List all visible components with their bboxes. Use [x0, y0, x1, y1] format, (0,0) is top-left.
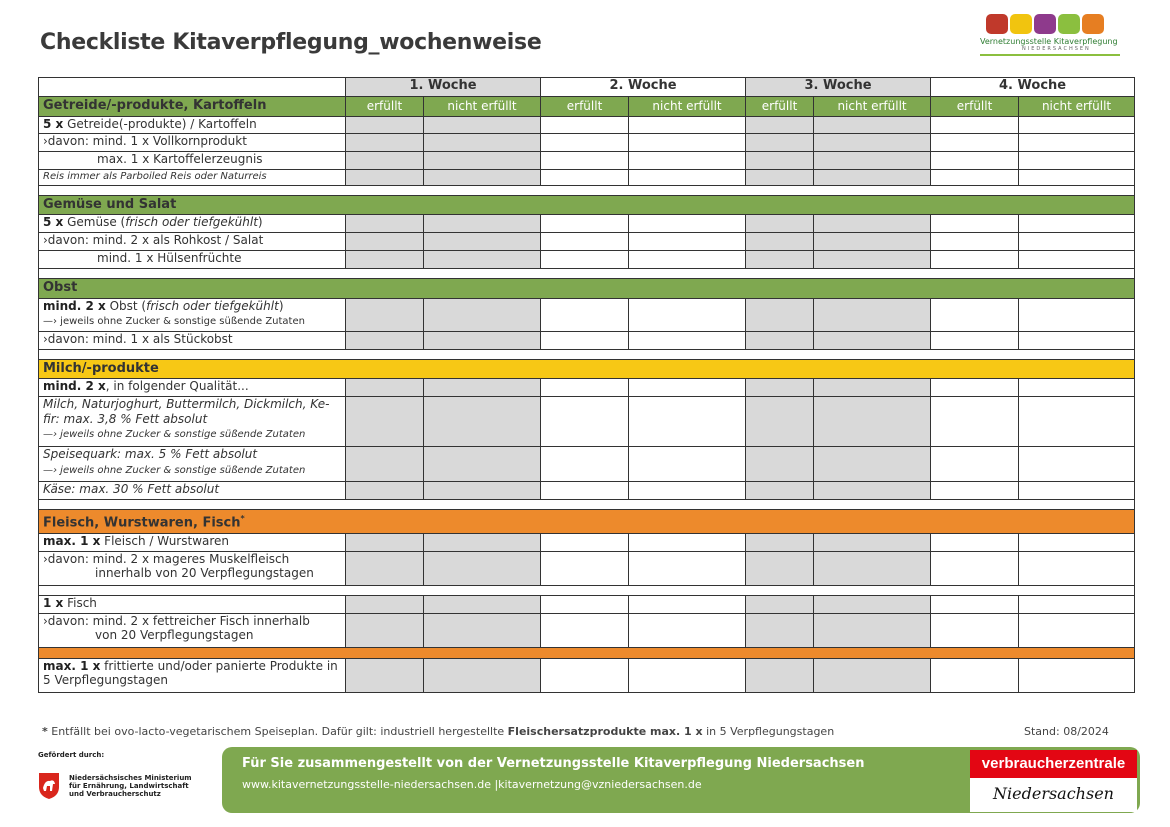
ministry-name: Niedersächsisches Ministerium für Ernährung, Landwirtschaft und Verbraucherschutz: [69, 774, 192, 798]
week-1-not-met-cell[interactable]: [424, 251, 541, 269]
week-4-not-met-cell[interactable]: [1019, 397, 1135, 447]
week-1-not-met-cell[interactable]: [424, 482, 541, 500]
week-1-met-cell[interactable]: [346, 331, 424, 349]
week-4-not-met-cell[interactable]: [1019, 151, 1135, 169]
week-2-met-cell[interactable]: [541, 251, 629, 269]
week-2-header: 2. Woche: [541, 78, 746, 97]
week-2-not-met-cell[interactable]: [629, 233, 746, 251]
corner-cell: [39, 78, 346, 97]
category-grain: Getreide/-produkte, Kartoffeln: [39, 97, 346, 117]
week-4-not-met-cell[interactable]: [1019, 133, 1135, 151]
logo-tile-icon: [1058, 14, 1080, 34]
week-2-met-cell[interactable]: [541, 298, 629, 331]
week-1-met-cell[interactable]: [346, 151, 424, 169]
week-4-not-met-cell[interactable]: [1019, 379, 1135, 397]
week-4-met-cell[interactable]: [931, 551, 1019, 585]
row-label: ›davon: mind. 2 x als Rohkost / Salat: [39, 233, 346, 251]
week-3-not-met-cell[interactable]: [814, 379, 931, 397]
week-1-not-met-cell[interactable]: [424, 447, 541, 482]
week-1-not-met-cell[interactable]: [424, 397, 541, 447]
verbraucherzentrale-logo: [970, 750, 1137, 812]
week-2-not-met-cell[interactable]: [629, 169, 746, 185]
logo-tile-icon: [1034, 14, 1056, 34]
week-1-met-cell[interactable]: [346, 533, 424, 551]
footnote: * Entfällt bei ovo-lacto-vegetarischem Speiseplan. Dafür gilt: industriell hergestellte Fleischersatzprodukte max. 1 x in 5 Verpflegungstagen: [42, 725, 835, 738]
week-3-met-cell[interactable]: [746, 613, 814, 647]
week-1-met-cell[interactable]: [346, 298, 424, 331]
week-3-not-met-cell[interactable]: [814, 233, 931, 251]
vz-logo-bottom: Niedersachsen: [993, 784, 1114, 803]
page-title: Checkliste Kitaverpflegung_wochenweise: [40, 30, 542, 55]
week-3-not-met-cell[interactable]: [814, 169, 931, 185]
week-3-not-met-cell[interactable]: [814, 251, 931, 269]
row-label: 1 x Fisch: [39, 595, 346, 613]
week-1-not-met-cell[interactable]: [424, 116, 541, 133]
week-2-met-cell[interactable]: [541, 447, 629, 482]
week-1-met-cell[interactable]: [346, 233, 424, 251]
row-label: 5 x Getreide(-produkte) / Kartoffeln: [39, 116, 346, 133]
week-3-not-met-cell[interactable]: [814, 331, 931, 349]
col-not-met: nicht erfüllt: [424, 97, 541, 117]
week-4-not-met-cell[interactable]: [1019, 215, 1135, 233]
row-label: Reis immer als Parboiled Reis oder Naturreis: [39, 169, 346, 185]
week-4-not-met-cell[interactable]: [1019, 116, 1135, 133]
week-3-met-cell[interactable]: [746, 595, 814, 613]
week-2-not-met-cell[interactable]: [629, 482, 746, 500]
week-2-met-cell[interactable]: [541, 533, 629, 551]
vernetzungsstelle-logo: [980, 14, 1130, 72]
week-2-not-met-cell[interactable]: [629, 379, 746, 397]
week-3-met-cell[interactable]: [746, 379, 814, 397]
week-4-met-cell[interactable]: [931, 233, 1019, 251]
week-2-met-cell[interactable]: [541, 169, 629, 185]
banner-contact: www.kitavernetzungsstelle-niedersachsen.de |kitavernetzung@vzniedersachsen.de: [242, 778, 702, 791]
week-1-not-met-cell[interactable]: [424, 595, 541, 613]
col-met: erfüllt: [541, 97, 629, 117]
week-1-met-cell[interactable]: [346, 595, 424, 613]
category-meat: Fleisch, Wurstwaren, Fisch*: [39, 510, 1135, 534]
checklist-table: [38, 77, 1135, 693]
week-2-not-met-cell[interactable]: [629, 298, 746, 331]
week-4-not-met-cell[interactable]: [1019, 533, 1135, 551]
week-1-not-met-cell[interactable]: [424, 215, 541, 233]
week-2-met-cell[interactable]: [541, 397, 629, 447]
row-label: ›davon: mind. 1 x Vollkornprodukt: [39, 133, 346, 151]
category-fruit: Obst: [39, 279, 1135, 299]
logo-tile-icon: [986, 14, 1008, 34]
week-1-header: 1. Woche: [346, 78, 541, 97]
week-2-not-met-cell[interactable]: [629, 133, 746, 151]
row-label: mind. 2 x, in folgender Qualität...: [39, 379, 346, 397]
category-vegetables: Gemüse und Salat: [39, 195, 1135, 215]
week-2-not-met-cell[interactable]: [629, 397, 746, 447]
week-1-met-cell[interactable]: [346, 447, 424, 482]
week-2-met-cell[interactable]: [541, 595, 629, 613]
week-1-met-cell[interactable]: [346, 658, 424, 692]
week-1-met-cell[interactable]: [346, 116, 424, 133]
week-3-met-cell[interactable]: [746, 169, 814, 185]
week-2-met-cell[interactable]: [541, 151, 629, 169]
week-2-not-met-cell[interactable]: [629, 116, 746, 133]
row-label: Käse: max. 30 % Fett absolut: [39, 482, 346, 500]
week-4-met-cell[interactable]: [931, 397, 1019, 447]
week-4-not-met-cell[interactable]: [1019, 447, 1135, 482]
week-4-met-cell[interactable]: [931, 251, 1019, 269]
week-4-not-met-cell[interactable]: [1019, 658, 1135, 692]
week-3-met-cell[interactable]: [746, 215, 814, 233]
week-1-not-met-cell[interactable]: [424, 551, 541, 585]
week-3-met-cell[interactable]: [746, 331, 814, 349]
week-3-not-met-cell[interactable]: [814, 116, 931, 133]
week-4-not-met-cell[interactable]: [1019, 298, 1135, 331]
week-3-not-met-cell[interactable]: [814, 215, 931, 233]
week-1-met-cell[interactable]: [346, 397, 424, 447]
week-1-not-met-cell[interactable]: [424, 169, 541, 185]
week-1-met-cell[interactable]: [346, 379, 424, 397]
week-1-met-cell[interactable]: [346, 215, 424, 233]
col-met: erfüllt: [346, 97, 424, 117]
week-2-not-met-cell[interactable]: [629, 215, 746, 233]
week-3-not-met-cell[interactable]: [814, 447, 931, 482]
week-2-not-met-cell[interactable]: [629, 595, 746, 613]
week-1-not-met-cell[interactable]: [424, 233, 541, 251]
logo-tile-icon: [1010, 14, 1032, 34]
week-3-not-met-cell[interactable]: [814, 133, 931, 151]
week-1-met-cell[interactable]: [346, 251, 424, 269]
week-2-met-cell[interactable]: [541, 331, 629, 349]
banner-heading: Für Sie zusammengestellt von der Vernetzungsstelle Kitaverpflegung Niedersachsen: [242, 756, 865, 771]
week-4-met-cell[interactable]: [931, 215, 1019, 233]
week-3-not-met-cell[interactable]: [814, 613, 931, 647]
week-3-met-cell[interactable]: [746, 133, 814, 151]
week-2-not-met-cell[interactable]: [629, 151, 746, 169]
row-label: max. 1 x frittierte und/oder panierte Produkte in 5 Verpflegungstagen: [39, 658, 346, 692]
vz-logo-top: verbraucherzentrale: [970, 750, 1137, 778]
row-label: Milch, Naturjoghurt, Buttermilch, Dickmilch, Ke-fir: max. 3,8 % Fett absolut —› jeweils ohne Zucker & sonstige süßende Zutaten: [39, 397, 346, 447]
week-3-not-met-cell[interactable]: [814, 151, 931, 169]
week-4-not-met-cell[interactable]: [1019, 169, 1135, 185]
week-1-not-met-cell[interactable]: [424, 133, 541, 151]
week-4-met-cell[interactable]: [931, 331, 1019, 349]
week-1-not-met-cell[interactable]: [424, 151, 541, 169]
week-3-met-cell[interactable]: [746, 116, 814, 133]
row-label: 5 x Gemüse (frisch oder tiefgekühlt): [39, 215, 346, 233]
row-label: ›davon: mind. 2 x fettreicher Fisch innerhalb von 20 Verpflegungstagen: [39, 613, 346, 647]
week-3-not-met-cell[interactable]: [814, 482, 931, 500]
week-4-met-cell[interactable]: [931, 379, 1019, 397]
week-3-met-cell[interactable]: [746, 533, 814, 551]
logo-tile-icon: [1082, 14, 1104, 34]
week-3-not-met-cell[interactable]: [814, 397, 931, 447]
week-4-met-cell[interactable]: [931, 298, 1019, 331]
week-4-met-cell[interactable]: [931, 482, 1019, 500]
week-2-not-met-cell[interactable]: [629, 533, 746, 551]
week-4-met-cell[interactable]: [931, 116, 1019, 133]
week-4-not-met-cell[interactable]: [1019, 613, 1135, 647]
row-label: max. 1 x Fleisch / Wurstwaren: [39, 533, 346, 551]
logo-underline: [980, 54, 1120, 56]
week-4-not-met-cell[interactable]: [1019, 233, 1135, 251]
week-1-met-cell[interactable]: [346, 613, 424, 647]
row-label: ›davon: mind. 2 x mageres Muskelfleisch innerhalb von 20 Verpflegungstagen: [39, 551, 346, 585]
week-3-met-cell[interactable]: [746, 251, 814, 269]
col-not-met: nicht erfüllt: [1019, 97, 1135, 117]
week-4-met-cell[interactable]: [931, 447, 1019, 482]
logo-caption: Vernetzungsstelle Kitaverpflegung: [980, 37, 1118, 46]
week-3-met-cell[interactable]: [746, 233, 814, 251]
week-3-met-cell[interactable]: [746, 151, 814, 169]
week-3-met-cell[interactable]: [746, 397, 814, 447]
week-3-met-cell[interactable]: [746, 482, 814, 500]
category-dairy: Milch/-produkte: [39, 359, 1135, 379]
week-2-met-cell[interactable]: [541, 233, 629, 251]
week-3-met-cell[interactable]: [746, 551, 814, 585]
logo-subcaption: NIEDERSACHSEN: [1022, 46, 1091, 52]
col-not-met: nicht erfüllt: [629, 97, 746, 117]
week-2-not-met-cell[interactable]: [629, 613, 746, 647]
week-2-not-met-cell[interactable]: [629, 551, 746, 585]
week-2-met-cell[interactable]: [541, 379, 629, 397]
week-2-not-met-cell[interactable]: [629, 251, 746, 269]
week-3-header: 3. Woche: [746, 78, 931, 97]
week-2-not-met-cell[interactable]: [629, 447, 746, 482]
week-4-not-met-cell[interactable]: [1019, 331, 1135, 349]
logo-images: [986, 14, 1130, 34]
week-1-not-met-cell[interactable]: [424, 533, 541, 551]
week-3-not-met-cell[interactable]: [814, 595, 931, 613]
week-4-not-met-cell[interactable]: [1019, 551, 1135, 585]
week-4-met-cell[interactable]: [931, 133, 1019, 151]
week-2-met-cell[interactable]: [541, 133, 629, 151]
col-met: erfüllt: [931, 97, 1019, 117]
col-met: erfüllt: [746, 97, 814, 117]
week-1-not-met-cell[interactable]: [424, 298, 541, 331]
week-1-not-met-cell[interactable]: [424, 379, 541, 397]
week-4-met-cell[interactable]: [931, 613, 1019, 647]
week-4-not-met-cell[interactable]: [1019, 482, 1135, 500]
week-3-met-cell[interactable]: [746, 658, 814, 692]
week-2-met-cell[interactable]: [541, 482, 629, 500]
week-2-met-cell[interactable]: [541, 551, 629, 585]
week-1-not-met-cell[interactable]: [424, 613, 541, 647]
week-4-not-met-cell[interactable]: [1019, 595, 1135, 613]
week-3-not-met-cell[interactable]: [814, 298, 931, 331]
week-4-met-cell[interactable]: [931, 151, 1019, 169]
week-3-not-met-cell[interactable]: [814, 533, 931, 551]
row-label: Speisequark: max. 5 % Fett absolut —› jeweils ohne Zucker & sonstige süßende Zutaten: [39, 447, 346, 482]
week-2-not-met-cell[interactable]: [629, 658, 746, 692]
week-1-met-cell[interactable]: [346, 551, 424, 585]
row-label: mind. 2 x Obst (frisch oder tiefgekühlt) —› jeweils ohne Zucker & sonstige süßende Zutaten: [39, 298, 346, 331]
week-3-not-met-cell[interactable]: [814, 658, 931, 692]
week-4-met-cell[interactable]: [931, 169, 1019, 185]
week-4-met-cell[interactable]: [931, 533, 1019, 551]
week-1-not-met-cell[interactable]: [424, 658, 541, 692]
week-1-met-cell[interactable]: [346, 482, 424, 500]
week-2-met-cell[interactable]: [541, 658, 629, 692]
week-4-not-met-cell[interactable]: [1019, 251, 1135, 269]
col-not-met: nicht erfüllt: [814, 97, 931, 117]
week-2-not-met-cell[interactable]: [629, 331, 746, 349]
week-4-header: 4. Woche: [931, 78, 1135, 97]
row-label: ›davon: mind. 1 x als Stückobst: [39, 331, 346, 349]
week-4-met-cell[interactable]: [931, 595, 1019, 613]
week-1-met-cell[interactable]: [346, 169, 424, 185]
stand-date: Stand: 08/2024: [1024, 725, 1109, 738]
week-2-met-cell[interactable]: [541, 613, 629, 647]
row-label: max. 1 x Kartoffelerzeugnis: [39, 151, 346, 169]
week-2-met-cell[interactable]: [541, 116, 629, 133]
row-label: mind. 1 x Hülsenfrüchte: [39, 251, 346, 269]
week-4-met-cell[interactable]: [931, 658, 1019, 692]
week-1-not-met-cell[interactable]: [424, 331, 541, 349]
week-2-met-cell[interactable]: [541, 215, 629, 233]
week-3-met-cell[interactable]: [746, 447, 814, 482]
funded-by-label: Gefördert durch:: [38, 751, 105, 759]
week-3-met-cell[interactable]: [746, 298, 814, 331]
week-1-met-cell[interactable]: [346, 133, 424, 151]
lower-saxony-crest-icon: [38, 772, 60, 800]
week-3-not-met-cell[interactable]: [814, 551, 931, 585]
